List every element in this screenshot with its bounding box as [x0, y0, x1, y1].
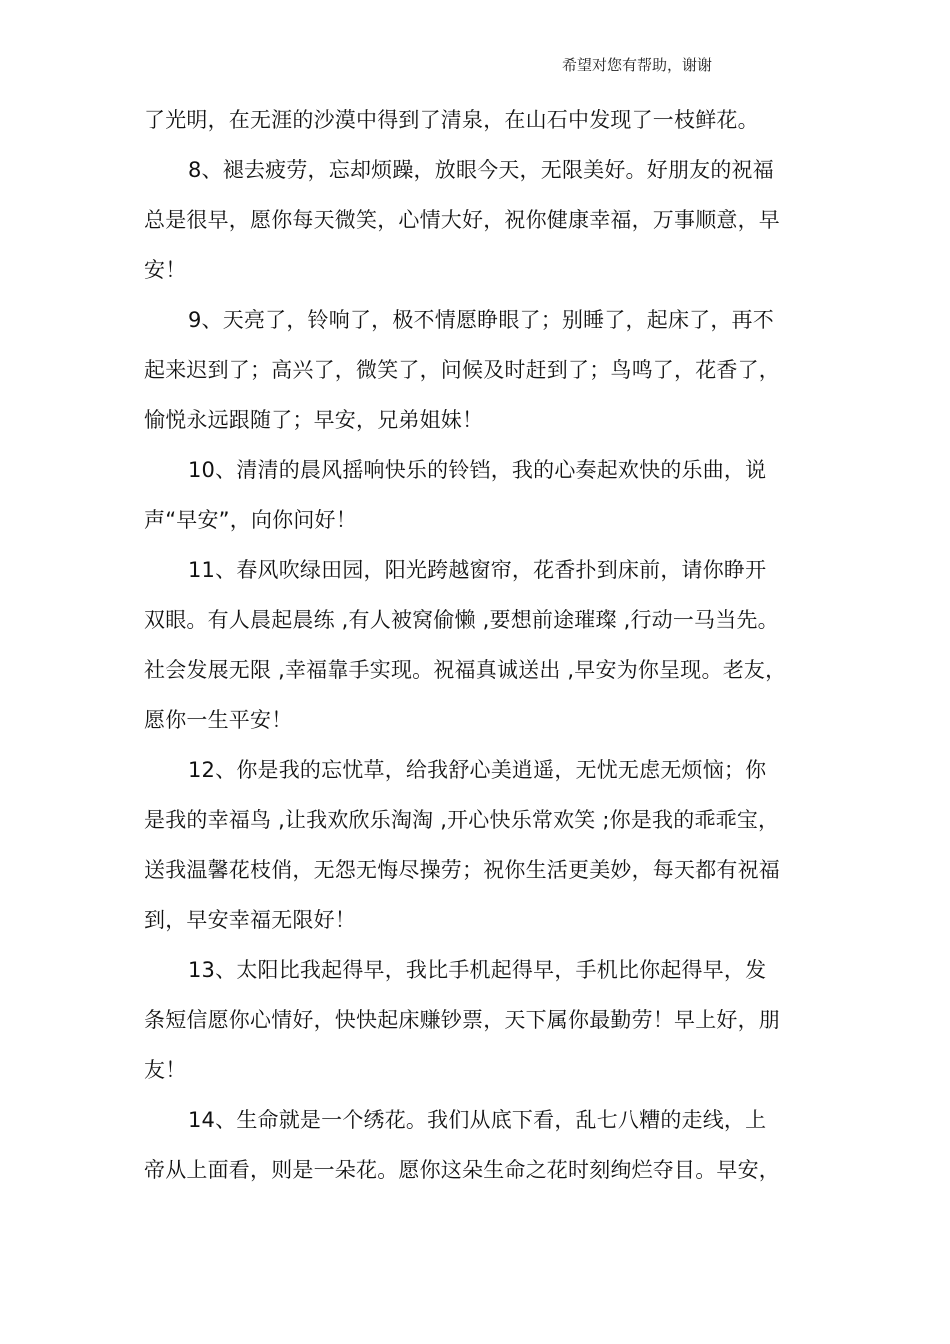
- text-line: 到，早安幸福无限好！: [144, 908, 356, 932]
- text-line: 12、你是我的忘忧草，给我舒心美逍遥，无忧无虑无烦恼；你: [188, 758, 767, 782]
- text-line: 起来迟到了；高兴了，微笑了，问候及时赶到了；鸟鸣了，花香了，: [144, 358, 780, 382]
- text-line: 10、清清的晨风摇响快乐的铃铛，我的心奏起欢快的乐曲，说: [188, 458, 767, 482]
- text-line: 愉悦永远跟随了；早安，兄弟姐妹！: [144, 408, 484, 432]
- text-line: 帝从上面看，则是一朵花。愿你这朵生命之花时刻绚烂夺目。早安，: [144, 1158, 780, 1182]
- text-line: 社会发展无限 ,幸福靠手实现。祝福真诚送出 ,早安为你呈现。老友，: [144, 658, 787, 682]
- text-line: 声“早安”，向你问好！: [144, 508, 357, 532]
- text-line: 总是很早，愿你每天微笑，心情大好，祝你健康幸福，万事顺意，早: [144, 208, 780, 232]
- header-note: 希望对您有帮助，谢谢: [562, 56, 713, 74]
- text-line: 送我温馨花枝俏，无怨无悔尽操劳；祝你生活更美妙，每天都有祝福: [144, 858, 780, 882]
- text-line: 13、太阳比我起得早，我比手机起得早，手机比你起得早，发: [188, 958, 767, 982]
- text-line: 安！: [144, 258, 187, 282]
- text-line: 双眼。有人晨起晨练 ,有人被窝偷懒 ,要想前途璀璨 ,行动一马当先。: [144, 608, 779, 632]
- text-line: 友！: [144, 1058, 187, 1082]
- text-line: 了光明，在无涯的沙漠中得到了清泉，在山石中发现了一枝鲜花。: [144, 108, 759, 132]
- body-text: [144, 95, 820, 1195]
- text-line: 9、天亮了，铃响了，极不情愿睁眼了；别睡了，起床了，再不: [188, 308, 774, 332]
- text-line: 条短信愿你心情好，快快起床赚钞票，天下属你最勤劳！早上好，朋: [144, 1008, 780, 1032]
- text-line: 8、褪去疲劳，忘却烦躁，放眼今天，无限美好。好朋友的祝福: [188, 158, 774, 182]
- text-line: 11、春风吹绿田园，阳光跨越窗帘，花香扑到床前，请你睁开: [188, 558, 767, 582]
- text-line: 愿你一生平安！: [144, 708, 293, 732]
- text-line: 14、生命就是一个绣花。我们从底下看，乱七八糟的走线，上: [188, 1108, 767, 1132]
- text-line: 是我的幸福鸟 ,让我欢欣乐淘淘 ,开心快乐常欢笑 ;你是我的乖乖宝，: [144, 808, 780, 832]
